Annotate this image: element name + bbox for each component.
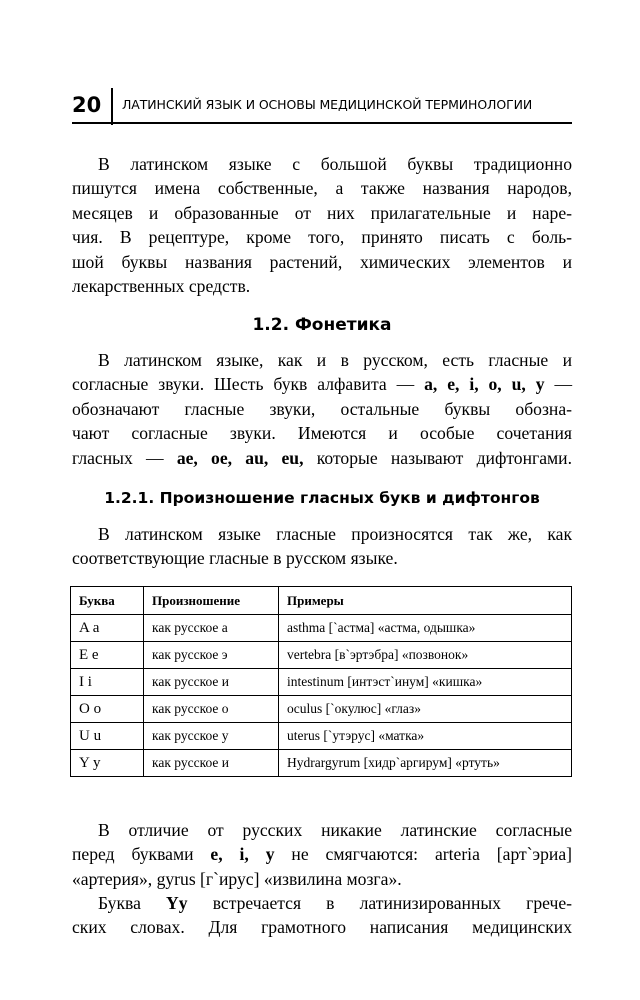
text-fragment: встречается в латинизированных грече- — [212, 893, 573, 913]
text-line: чия. В рецептуре, кроме того, принято писать с боль- — [72, 227, 572, 248]
pronunciation-cell: как русское и — [144, 750, 279, 777]
letter-cell: U u — [71, 723, 144, 750]
text-line: «артерия», gyrus [г`ирус] «извилина мозга». — [72, 868, 402, 889]
subsection-heading: 1.2.1. Произношение гласных букв и дифтонгов — [104, 489, 540, 507]
table-row — [71, 669, 572, 696]
text-line: лекарственных средств. — [72, 276, 251, 297]
vowel-table — [70, 586, 572, 777]
text-fragment: Буква — [98, 893, 141, 913]
example-cell: Hydrargyrum [хидр`аргирум] «ртуть» — [279, 750, 572, 777]
text-fragment: гласных — — [72, 447, 164, 468]
table-header-row — [71, 587, 572, 615]
table-row — [71, 615, 572, 642]
running-title: ЛАТИНСКИЙ ЯЗЫК И ОСНОВЫ МЕДИЦИНСКОЙ ТЕРМИНОЛОГИИ — [122, 97, 533, 112]
example-cell: uterus [`утэрус] «матка» — [279, 723, 572, 750]
text-line: месяцев и образованные от них прилагательные и наре- — [72, 202, 572, 223]
letter-list: e, i, y — [210, 844, 275, 865]
letter-cell: E e — [71, 642, 144, 669]
table-row — [71, 750, 572, 777]
text-fragment: которые называют дифтонгами. — [316, 447, 572, 468]
text-fragment: не смягчаются: arteria [арт`эриа] — [291, 844, 572, 865]
text-line: В латинском языке гласные произносятся так же, как — [98, 524, 572, 544]
consonants-paragraph — [72, 818, 572, 891]
diphthong-letters: ae, oe, au, eu, — [176, 447, 304, 468]
phonetics-paragraph — [72, 348, 572, 470]
text-line: В отличие от русских никакие латинские согласные — [98, 820, 572, 840]
text-line — [72, 372, 572, 396]
text-line: соответствующие гласные в русском языке. — [72, 548, 398, 569]
pronunciation-cell: как русское о — [144, 696, 279, 723]
letter-cell: Y y — [71, 750, 144, 777]
column-header: Буква — [71, 587, 144, 615]
text-fragment: — — [554, 374, 573, 395]
table-row — [71, 696, 572, 723]
vowel-pronunciation-paragraph — [72, 522, 572, 571]
text-line — [72, 842, 572, 866]
text-fragment: перед буквами — [72, 844, 194, 865]
text-line: шой буквы названия растений, химических элементов и — [72, 251, 572, 272]
text-line — [72, 891, 572, 915]
text-line: пишутся имена собственные, а также названия народов, — [72, 178, 572, 199]
example-cell: vertebra [в`эртэбра] «позвонок» — [279, 642, 572, 669]
letter-cell: I i — [71, 669, 144, 696]
letter-y: Yy — [166, 893, 188, 913]
example-cell: intestinum [интэст`инум] «кишка» — [279, 669, 572, 696]
intro-paragraph — [72, 152, 572, 298]
pronunciation-cell: как русское и — [144, 669, 279, 696]
text-line — [72, 446, 572, 470]
example-cell: asthma [`астма] «астма, одышка» — [279, 615, 572, 642]
pronunciation-cell: как русское у — [144, 723, 279, 750]
table-row — [71, 723, 572, 750]
text-line: чают согласные звуки. Имеются и особые сочетания — [72, 423, 572, 444]
table-row — [71, 642, 572, 669]
vowel-letters: a, e, i, o, u, y — [424, 374, 545, 395]
column-header: Примеры — [279, 587, 572, 615]
text-line: В латинском языке с большой буквы традиционно — [98, 154, 572, 174]
page-number: 20 — [72, 93, 102, 117]
section-heading: 1.2. Фонетика — [252, 315, 392, 335]
text-line: обозначают гласные звуки, остальные буквы обозна- — [72, 398, 572, 419]
text-line: ских словах. Для грамотного написания медицинских — [72, 917, 572, 938]
pronunciation-cell: как русское а — [144, 615, 279, 642]
letter-cell: O o — [71, 696, 144, 723]
column-header: Произношение — [144, 587, 279, 615]
text-line: В латинском языке, как и в русском, есть гласные и — [98, 350, 572, 370]
letter-cell: A a — [71, 615, 144, 642]
pronunciation-cell: как русское э — [144, 642, 279, 669]
example-cell: oculus [`окулюс] «глаз» — [279, 696, 572, 723]
header-horizontal-rule — [72, 122, 572, 124]
letter-y-paragraph — [72, 891, 572, 940]
text-fragment: согласные звуки. Шесть букв алфавита — — [72, 374, 415, 395]
page-header — [72, 88, 572, 128]
header-vertical-rule — [111, 88, 113, 125]
